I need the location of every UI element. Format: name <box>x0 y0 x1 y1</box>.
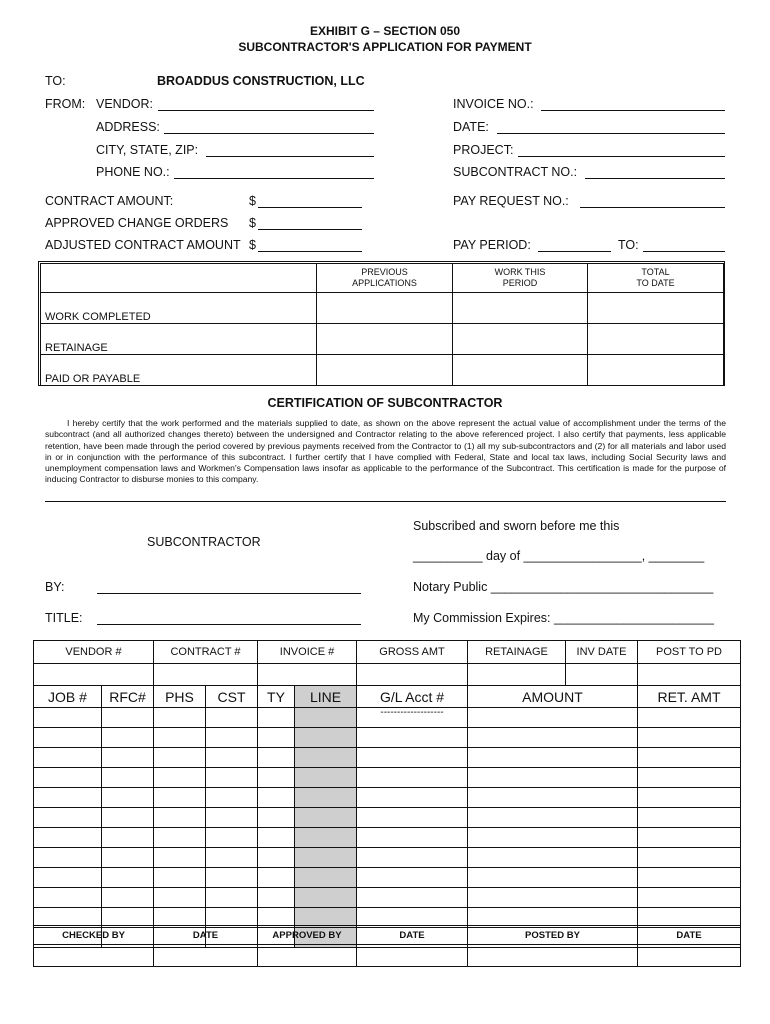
cell-input[interactable] <box>588 293 724 324</box>
invoice-number-header: INVOICE # <box>258 641 357 664</box>
change-orders-label: APPROVED CHANGE ORDERS <box>45 216 229 230</box>
pay-period-to-label: TO: <box>618 238 639 252</box>
subcontract-no-field[interactable] <box>585 178 725 179</box>
line-cell[interactable] <box>258 828 295 848</box>
line-cell[interactable] <box>102 888 154 908</box>
divider <box>45 501 726 502</box>
contract-amount-label: CONTRACT AMOUNT: <box>45 194 174 208</box>
rfc-header: RFC# <box>102 686 154 708</box>
vendor-field[interactable] <box>158 110 374 111</box>
line-cell[interactable] <box>34 808 102 828</box>
line-cell[interactable] <box>154 788 206 808</box>
line-cell[interactable] <box>357 888 468 908</box>
line-cell[interactable] <box>295 788 357 808</box>
cell-input[interactable] <box>453 355 588 386</box>
vendor-label: VENDOR: <box>96 97 153 111</box>
line-cell[interactable] <box>468 828 638 848</box>
date-header: DATE <box>357 926 468 945</box>
line-cell[interactable] <box>357 868 468 888</box>
line-cell[interactable] <box>468 748 638 768</box>
line-cell[interactable] <box>206 768 258 788</box>
line-cell[interactable] <box>154 808 206 828</box>
date-field[interactable] <box>497 133 725 134</box>
invoice-no-label: INVOICE NO.: <box>453 97 534 111</box>
inv-date-cell[interactable] <box>566 664 638 686</box>
line-cell[interactable] <box>206 708 258 728</box>
row-paid-or-payable: PAID OR PAYABLE <box>41 355 317 386</box>
certification-heading: CERTIFICATION OF SUBCONTRACTOR <box>267 396 503 410</box>
date-cell[interactable] <box>357 945 468 967</box>
line-cell[interactable] <box>34 888 102 908</box>
line-cell[interactable] <box>102 848 154 868</box>
vendor-number-header: VENDOR # <box>34 641 154 664</box>
date-label: DATE: <box>453 120 489 134</box>
line-cell[interactable] <box>468 888 638 908</box>
sign-off-table <box>33 925 741 967</box>
line-cell[interactable] <box>102 788 154 808</box>
line-cell[interactable] <box>102 768 154 788</box>
cell-input[interactable] <box>317 324 453 355</box>
summary-blank-header <box>41 264 317 293</box>
line-cell[interactable] <box>638 888 741 908</box>
line-cell[interactable] <box>206 868 258 888</box>
summary-table <box>40 263 724 386</box>
date-header: DATE <box>638 926 741 945</box>
col-previous-applications: PREVIOUS APPLICATIONS <box>317 264 453 293</box>
line-cell[interactable] <box>258 728 295 748</box>
line-cell[interactable] <box>638 848 741 868</box>
pay-period-field[interactable] <box>538 251 611 252</box>
date-cell[interactable] <box>638 945 741 967</box>
subcontractor-label: SUBCONTRACTOR <box>147 535 261 549</box>
line-cell[interactable] <box>154 888 206 908</box>
row-retainage: RETAINAGE <box>41 324 317 355</box>
cell-input[interactable] <box>317 293 453 324</box>
posted-by-header: POSTED BY <box>468 926 638 945</box>
line-cell[interactable] <box>258 788 295 808</box>
line-cell[interactable] <box>102 748 154 768</box>
by-field[interactable] <box>97 593 361 594</box>
line-cell[interactable] <box>638 748 741 768</box>
contract-number-cell[interactable] <box>154 664 258 686</box>
line-cell[interactable] <box>154 828 206 848</box>
approved-by-cell[interactable] <box>258 945 357 967</box>
line-cell[interactable] <box>102 828 154 848</box>
change-orders-field[interactable] <box>258 229 362 230</box>
certification-text: I hereby certify that the work performed and the materials supplied to date, as shown on the above represent the actual value of accomplishment under the terms of the subcontract (and all authorized changes thereto) between the undersigned and Contractor relating to the above referenced project. I also certify that payments, less applicable retention, have been made through the period covered by previous payments received from the Contractor to (1) all my sub-subcontractors and (2) for all materials and labor used in or in conjunction with the performance of this subcontract. I further certify that I have complied with Federal, State and local tax laws, including Social Security laws and unemployment compensation laws and Workmen's Compensation laws insofar as applicable to the performance of the Subcontract. This certification is made for the purpose of inducing Contractor to disburse monies to this company. <box>45 418 726 485</box>
line-cell[interactable] <box>102 728 154 748</box>
office-use-table <box>33 640 741 948</box>
cell-input[interactable] <box>453 293 588 324</box>
to-company: BROADDUS CONSTRUCTION, LLC <box>157 74 365 88</box>
phs-header: PHS <box>154 686 206 708</box>
line-cell[interactable] <box>468 788 638 808</box>
checked-by-header: CHECKED BY <box>34 926 154 945</box>
post-to-pd-cell[interactable] <box>638 664 741 686</box>
line-cell[interactable] <box>206 728 258 748</box>
subcontract-no-label: SUBCONTRACT NO.: <box>453 165 578 179</box>
line-cell[interactable] <box>34 788 102 808</box>
gross-amt-header: GROSS AMT <box>357 641 468 664</box>
line-cell[interactable] <box>638 808 741 828</box>
commission-expires-line[interactable]: My Commission Expires: _______________________ <box>413 611 714 625</box>
posted-by-cell[interactable] <box>468 945 638 967</box>
to-label: TO: <box>45 74 66 88</box>
line-cell[interactable] <box>102 808 154 828</box>
col-total-to-date: TOTAL TO DATE <box>588 264 724 293</box>
line-cell[interactable] <box>258 848 295 868</box>
title-label: TITLE: <box>45 611 83 625</box>
adjusted-amount-label: ADJUSTED CONTRACT AMOUNT <box>45 238 241 252</box>
amount-header: AMOUNT <box>468 686 638 708</box>
line-cell[interactable] <box>357 728 468 748</box>
line-cell[interactable] <box>34 768 102 788</box>
by-label: BY: <box>45 580 65 594</box>
line-cell[interactable] <box>154 848 206 868</box>
city-state-zip-field[interactable] <box>206 156 374 157</box>
cst-header: CST <box>206 686 258 708</box>
line-cell[interactable] <box>206 808 258 828</box>
line-cell[interactable] <box>34 848 102 868</box>
line-cell[interactable] <box>154 748 206 768</box>
gl-acct-header: G/L Acct # <box>357 686 468 708</box>
line-cell[interactable] <box>468 768 638 788</box>
line-cell[interactable] <box>295 868 357 888</box>
line-cell[interactable] <box>295 748 357 768</box>
project-field[interactable] <box>518 156 725 157</box>
post-to-pd-header: POST TO PD <box>638 641 741 664</box>
line-cell[interactable] <box>468 868 638 888</box>
line-cell[interactable] <box>34 868 102 888</box>
line-cell[interactable] <box>258 868 295 888</box>
line-cell[interactable] <box>102 868 154 888</box>
address-label: ADDRESS: <box>96 120 160 134</box>
invoice-no-field[interactable] <box>541 110 725 111</box>
line-cell[interactable] <box>357 788 468 808</box>
contract-number-header: CONTRACT # <box>154 641 258 664</box>
line-cell[interactable] <box>357 768 468 788</box>
line-cell[interactable] <box>295 708 357 728</box>
line-cell[interactable] <box>154 708 206 728</box>
dollar-sign: $ <box>249 194 256 208</box>
from-label: FROM: <box>45 97 86 111</box>
cell-input[interactable] <box>588 355 724 386</box>
line-cell[interactable] <box>638 828 741 848</box>
line-cell[interactable] <box>638 768 741 788</box>
line-cell[interactable] <box>468 848 638 868</box>
line-cell[interactable] <box>258 808 295 828</box>
line-cell[interactable] <box>638 868 741 888</box>
notary-public-line[interactable]: Notary Public ________________________________ <box>413 580 714 594</box>
adjusted-amount-field[interactable] <box>258 251 362 252</box>
line-cell[interactable] <box>206 888 258 908</box>
invoice-number-cell[interactable] <box>258 664 357 686</box>
line-cell[interactable] <box>295 728 357 748</box>
date-cell[interactable] <box>154 945 258 967</box>
line-cell[interactable] <box>154 728 206 748</box>
line-cell[interactable] <box>638 708 741 728</box>
contract-amount-field[interactable] <box>258 207 362 208</box>
line-cell[interactable] <box>468 808 638 828</box>
line-cell[interactable] <box>206 788 258 808</box>
form-title: SUBCONTRACTOR'S APPLICATION FOR PAYMENT <box>238 40 532 54</box>
job-number-header: JOB # <box>34 686 102 708</box>
line-cell[interactable] <box>295 808 357 828</box>
line-cell[interactable] <box>468 728 638 748</box>
city-state-zip-label: CITY, STATE, ZIP: <box>96 143 199 157</box>
line-cell[interactable] <box>258 708 295 728</box>
phone-label: PHONE NO.: <box>96 165 170 179</box>
project-label: PROJECT: <box>453 143 514 157</box>
line-cell[interactable] <box>34 708 102 728</box>
line-cell[interactable] <box>295 848 357 868</box>
line-cell[interactable] <box>638 788 741 808</box>
line-cell[interactable] <box>154 768 206 788</box>
line-cell[interactable] <box>258 748 295 768</box>
sworn-text: Subscribed and sworn before me this <box>413 519 620 533</box>
pay-request-field[interactable] <box>580 207 725 208</box>
line-cell[interactable] <box>357 808 468 828</box>
line-cell[interactable] <box>258 888 295 908</box>
title-field[interactable] <box>97 624 361 625</box>
line-cell[interactable] <box>357 748 468 768</box>
exhibit-title: EXHIBIT G – SECTION 050 <box>309 24 461 38</box>
gl-dashes: ------------------- <box>357 708 468 728</box>
line-cell[interactable] <box>638 728 741 748</box>
approved-by-header: APPROVED BY <box>258 926 357 945</box>
line-cell[interactable] <box>295 888 357 908</box>
cell-input[interactable] <box>588 324 724 355</box>
retainage-header: RETAINAGE <box>468 641 566 664</box>
line-cell[interactable] <box>34 828 102 848</box>
row-work-completed: WORK COMPLETED <box>41 293 317 324</box>
line-cell[interactable] <box>295 828 357 848</box>
cell-input[interactable] <box>317 355 453 386</box>
ty-header: TY <box>258 686 295 708</box>
ret-amt-header: RET. AMT <box>638 686 741 708</box>
line-cell[interactable] <box>295 768 357 788</box>
line-cell[interactable] <box>102 708 154 728</box>
pay-period-label: PAY PERIOD: <box>453 238 531 252</box>
line-cell[interactable] <box>258 768 295 788</box>
address-field[interactable] <box>164 133 374 134</box>
retainage-cell[interactable] <box>468 664 566 686</box>
line-cell[interactable] <box>357 848 468 868</box>
line-cell[interactable] <box>154 868 206 888</box>
line-cell[interactable] <box>34 748 102 768</box>
line-cell[interactable] <box>468 708 638 728</box>
col-work-this-period: WORK THIS PERIOD <box>453 264 588 293</box>
line-cell[interactable] <box>206 848 258 868</box>
line-cell[interactable] <box>206 828 258 848</box>
pay-request-label: PAY REQUEST NO.: <box>453 194 569 208</box>
date-header: DATE <box>154 926 258 945</box>
line-header: LINE <box>295 686 357 708</box>
inv-date-header: INV DATE <box>566 641 638 664</box>
line-cell[interactable] <box>357 828 468 848</box>
phone-field[interactable] <box>174 178 374 179</box>
checked-by-cell[interactable] <box>34 945 154 967</box>
day-of-line[interactable]: __________ day of _________________, ________ <box>413 549 705 563</box>
line-cell[interactable] <box>34 728 102 748</box>
gross-amt-cell[interactable] <box>357 664 468 686</box>
dollar-sign: $ <box>249 216 256 230</box>
pay-period-to-field[interactable] <box>643 251 725 252</box>
line-cell[interactable] <box>206 748 258 768</box>
vendor-number-cell[interactable] <box>34 664 154 686</box>
dollar-sign: $ <box>249 238 256 252</box>
cell-input[interactable] <box>453 324 588 355</box>
